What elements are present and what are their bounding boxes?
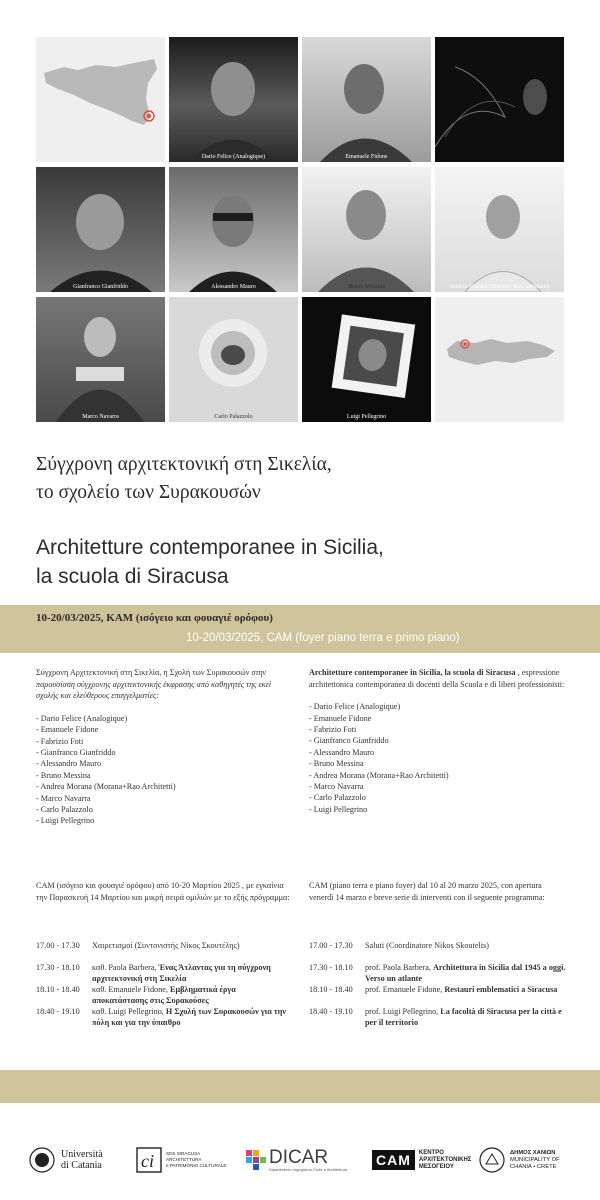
dicar-wordmark: DICAR [269, 1146, 329, 1168]
list-item: - Luigi Pellegrino [309, 804, 368, 814]
right-venue: CAM (piano terra e piano foyer) dal 10 al 20 marzo 2025, con apertura venerdì 14 marzo e breve serie di interventi con il seguente programma: [309, 881, 545, 902]
cam-wordmark: CAM [372, 1150, 415, 1170]
program-time: 18.40 - 19.10 [36, 1007, 80, 1016]
caption-dario-felice: Dario Felice (Analogique) [201, 154, 266, 160]
caption-carlo-palazzolo: Carlo Palazzolo [214, 414, 253, 420]
right-intro-bold: Architetture contemporanee in Sicilia, la scuola di Siracusa [309, 668, 516, 677]
caption-marco-navarra: Marco Navarra [82, 414, 119, 420]
list-item: - Bruno Messina [309, 759, 364, 769]
dicar-subtitle: Dipartimento Ingegneria Civile e Architettura [269, 1166, 348, 1172]
program-speaker: Saluti (Coordinatore Nikos Skoutelis) [365, 941, 489, 950]
sicily-map [36, 37, 165, 162]
portrait-emanuele-fidone [302, 37, 431, 162]
catania-line-1: Università [61, 1149, 103, 1160]
catania-seal-icon [28, 1146, 56, 1174]
program-time: 17.30 - 18.10 [36, 963, 80, 972]
dicar-mark-icon [246, 1150, 266, 1170]
left-intro-block [36, 667, 291, 827]
left-intro-rest: στην παρουσίαση σύγχρονης αρχιτεκτονικής έκφρασης από καθηγητές της εκεί σχολής και ελεύθερους επαγγελματίες: [36, 668, 272, 701]
program-talk: La facoltà di Siracusa per la città e per il territorio [365, 1007, 562, 1027]
date-greek: 10-20/03/2025, ΚΑΜ (ισόγειο και φουαγιέ ορόφου) [36, 612, 273, 624]
portrait-luigi-pellegrino [302, 297, 431, 422]
program-time: 18.40 - 19.10 [309, 1007, 353, 1016]
title-italian [36, 533, 564, 591]
caption-gianfranco-gianfriddo: Gianfranco Gianfriddo [73, 284, 128, 290]
list-item: - Fabrizio Foti [309, 725, 357, 734]
chania-line-2: MUNICIPALITY OF [510, 1156, 560, 1163]
partner-logos [0, 1140, 600, 1190]
program-time: 18.10 - 18.40 [309, 985, 353, 994]
logo-cam [372, 1140, 471, 1180]
program-speaker: καθ. Emanuele Fidone, [92, 985, 170, 994]
title-greek-line-1: Σύγχρονη αρχιτεκτονική στη Σικελία, [36, 454, 332, 475]
list-item: - Marco Navarra [309, 782, 364, 792]
list-item: - Dario Felice (Analogique) [36, 713, 128, 723]
portrait-marco-navarra [36, 297, 165, 422]
cam-line-1: ΚΕΝΤΡΟ [418, 1149, 444, 1156]
program-speaker: prof. Paola Barbera, [365, 963, 433, 972]
list-item: - Carlo Palazzolo [36, 805, 93, 815]
portrait-carlo-palazzolo [169, 297, 298, 422]
program-time: 18.10 - 18.40 [36, 985, 80, 994]
list-item: - Alessandro Mauro [309, 747, 375, 757]
left-intro-bold: Σύγχρονη Αρχιτεκτονική στη Σικελία, η Σχολή των Συρακουσών [36, 668, 250, 677]
left-program [36, 940, 291, 1050]
date-italian: 10-20/03/2025, CAM (foyer piano terra e primo piano) [186, 632, 460, 644]
program-talk: Εμβληματικά έργα αποκατάστασης στις Συρακούσες [92, 985, 236, 1005]
portrait-dario-felice [169, 37, 298, 162]
logo-universita-catania [28, 1140, 103, 1180]
right-intro [309, 667, 567, 690]
program-talk: Ένας Άτλαντας για τη σύγχρονη αρχιτεκτονική στη Σικελία [92, 963, 271, 983]
title-italian-line-2: la scuola di Siracusa [36, 565, 229, 588]
chania-line-1: ΔΗΜΟΣ ΧΑΝΙΩΝ [510, 1149, 556, 1156]
list-item: - Fabrizio Foti [36, 736, 84, 746]
portrait-andrea-morana [435, 167, 564, 292]
cam-line-2: ΑΡΧΙΤΕΚΤΟΝΙΚΗΣ [418, 1156, 472, 1163]
list-item: - Emanuele Fidone [309, 713, 372, 723]
catania-line-2: di Catania [61, 1160, 102, 1171]
left-names-list [36, 713, 291, 827]
right-names-list [309, 701, 567, 815]
list-item: - Gianfranco Gianfriddo [36, 748, 116, 757]
list-item: - Emanuele Fidone [36, 725, 99, 735]
program-speaker: Χαιρετισμοί (Συντονιστής Νίκος Σκουτέλης) [92, 941, 240, 950]
program-speaker: καθ. Luigi Pellegrino, [92, 1007, 166, 1016]
portrait-bruno-messina [302, 167, 431, 292]
portrait-gianfranco-gianfriddo [36, 167, 165, 292]
left-intro [36, 667, 291, 702]
list-item: - Alessandro Mauro [36, 759, 102, 769]
cam-line-3: ΜΕΣΟΓΕΙΟΥ [418, 1163, 454, 1170]
caption-andrea-morana: Andrea Morana (Morana+Rao Architetti) [449, 284, 550, 290]
photo-grid [36, 37, 564, 423]
list-item: - Luigi Pellegrino [36, 816, 95, 826]
chania-line-3: CHANIA • CRETE [510, 1163, 557, 1170]
right-intro-block [309, 667, 567, 815]
program-speaker: prof. Emanuele Fidone, [365, 985, 445, 994]
logo-dimos-chanion [478, 1140, 560, 1180]
right-intro-rest: , espressione architettonica contemporanea di docenti della Scuola e di liberi professionisti: [309, 668, 565, 689]
caption-luigi-pellegrino: Luigi Pellegrino [346, 414, 387, 420]
left-venue: CAM (ισόγειο και φουαγιέ ορόφου) από 10-20 Μαρτίου 2025 , με εγκαίνια την Παρασκευή 14 Μαρτίου και μικρή σειρά ομιλιών με το εξής πρόγραμμα: [36, 881, 290, 902]
list-item: - Marco Navarra [36, 793, 91, 803]
sds-line-2: ARCHITETTURA [166, 1157, 202, 1162]
logo-dicar [246, 1140, 347, 1180]
crete-map [435, 297, 564, 422]
program-time: 17.00 - 17.30 [309, 941, 353, 950]
program-talk: Architettura in Sicilia dal 1945 a oggi. Verso un atlante [365, 963, 566, 983]
program-time: 17.00 - 17.30 [36, 941, 80, 950]
chania-emblem-icon [478, 1146, 506, 1174]
portrait-fabrizio-foti [435, 37, 564, 162]
caption-emanuele-fidone: Emanuele Fidone [345, 154, 388, 160]
sds-mark-icon [135, 1145, 163, 1175]
sds-line-1: SDS SIRACUSA [166, 1151, 201, 1156]
title-greek [36, 451, 564, 507]
title-greek-line-2: το σχολείο των Συρακουσών [36, 482, 261, 503]
title-italian-line-1: Architetture contemporanee in Sicilia, [36, 536, 384, 559]
sds-line-3: e PATRIMONIO CULTURALE [166, 1163, 227, 1168]
list-item: - Dario Felice (Analogique) [309, 702, 401, 712]
caption-alessandro-mauro: Alessandro Mauro [211, 284, 256, 290]
list-item: - Andrea Morana (Morana+Rao Architetti) [309, 770, 449, 780]
list-item: - Andrea Morana (Morana+Rao Architetti) [36, 782, 176, 792]
program-talk: Η Σχολή των Συρακουσών για την πόλη και για την ύπαιθρο [92, 1007, 286, 1027]
portrait-alessandro-mauro [169, 167, 298, 292]
program-speaker: καθ. Paola Barbera, [92, 963, 159, 972]
caption-bruno-messina: Bruno Messina [348, 284, 385, 290]
program-talk: Restauri emblematici a Siracusa [444, 985, 558, 994]
logo-sds-siracusa [135, 1140, 227, 1180]
right-program [309, 940, 567, 1050]
svg-text:ci: ci [141, 1151, 154, 1171]
program-speaker: prof. Luigi Pellegrino, [365, 1007, 441, 1016]
list-item: - Bruno Messina [36, 770, 91, 780]
bottom-band [0, 1070, 600, 1103]
list-item: - Gianfranco Gianfriddo [309, 736, 389, 746]
list-item: - Carlo Palazzolo [309, 793, 366, 803]
program-time: 17.30 - 18.10 [309, 963, 353, 972]
